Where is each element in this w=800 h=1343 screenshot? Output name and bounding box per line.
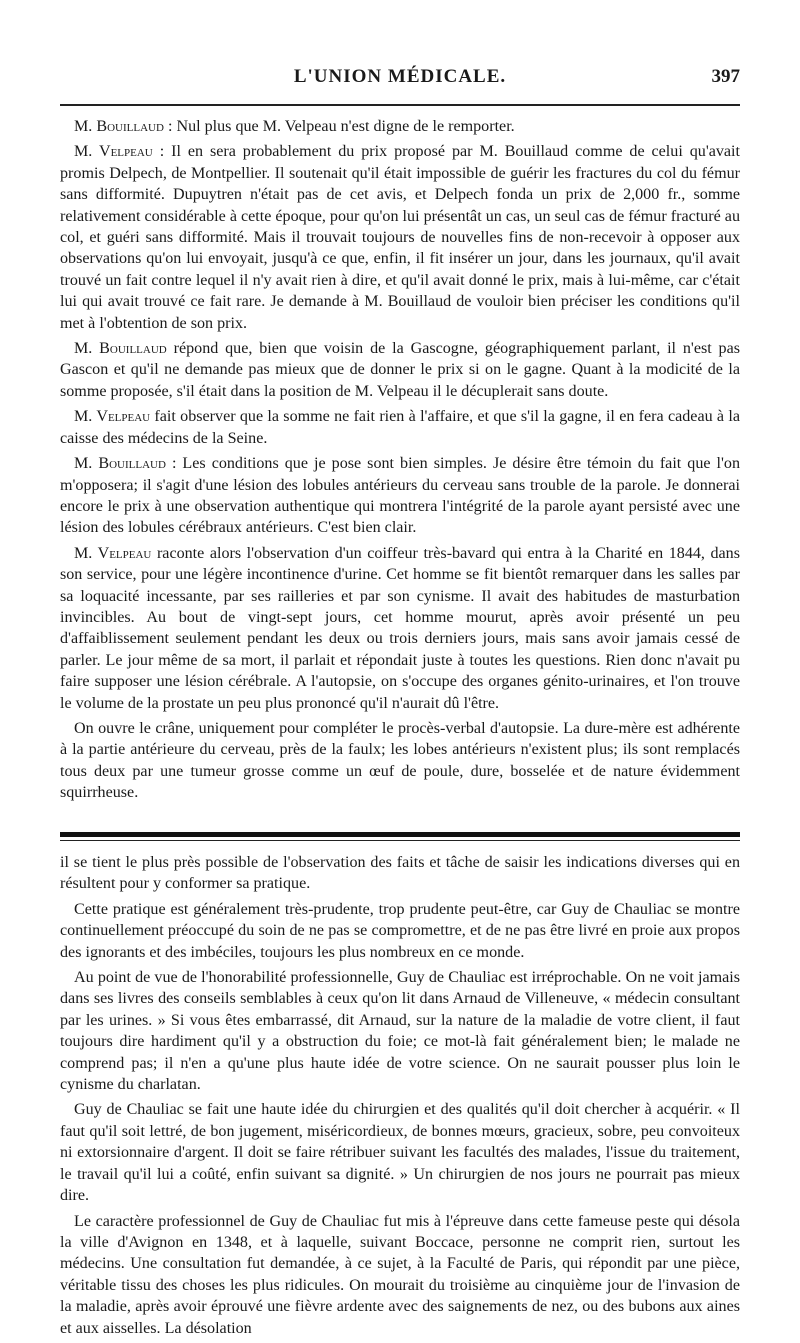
feuilleton-section bbox=[60, 852, 740, 1343]
feuilleton-paragraph: Le caractère professionnel de Guy de Chauliac fut mis à l'épreuve dans cette fameuse peste qui désola la ville d'Avignon en 1348, et à laquelle, suivant Boccace, personne ne comprit rien, surtout les médecins. Une consultation fut demandée, à ce sujet, à la Faculté de Paris, qui répondit par une pièce, véritable tissu des choses les plus ridicules. On mourait du troisième au cinquième jour de l'invasion de la maladie, après avoir éprouvé une fièvre ardente avec des saignements de nez, ou des bubons aux aines et aux aisselles. La désolation bbox=[60, 1212, 740, 1337]
discussion-paragraph bbox=[60, 338, 740, 402]
page-number: 397 bbox=[711, 66, 740, 87]
discussion-paragraph bbox=[60, 718, 740, 804]
discussion-paragraph bbox=[60, 453, 740, 539]
feuilleton-divider-bottom bbox=[60, 840, 740, 841]
paragraph-text: : Il en sera probablement du prix proposé par M. Bouillaud comme de celui qu'avait promis Delpech, de Montpellier. Il soutenait qu'il était impossible de guérir les fractures du col du fémur sans difformité. Dupuytren n'était pas de cet avis, et Delpech fonda un prix de 2,000 fr., somme relativement considérable à cette époque, pour qu'on lui présentât un cas, un seul cas de fémur fracturé au col, et guéri sans difformité. Mais il trouvait toujours de nouvelles fins de non-recevoir à opposer aux observations qu'on lui envoyait, jusqu'à ce que, enfin, il fit insérer un jour, dans les journaux, qu'il avait trouvé un fait contre lequel il n'y avait rien à dire, et qu'il avait donné le prix, mais à lui-même, car c'était lui qui avait trouvé ce fait rare. Je demande à M. Bouillaud de vouloir bien préciser les conditions qu'il met à l'obtention de son prix. bbox=[60, 143, 740, 332]
speaker-name: M. Velpeau bbox=[74, 408, 151, 426]
discussion-paragraph bbox=[60, 141, 740, 334]
feuilleton-divider-top bbox=[60, 832, 740, 837]
feuilleton-paragraph: Cette pratique est généralement très-prudente, trop prudente peut-être, car Guy de Chauliac se montre continuellement préoccupé du soin de ne pas se compromettre, et de ne pas être livré en proie aux propos des ignorants et des imbéciles, toujours les plus nombreux en ce monde. bbox=[60, 900, 740, 961]
feuilleton-paragraph: il se tient le plus près possible de l'observation des faits et tâche de saisir les indications diverses qui en résultent pour y conformer sa pratique. bbox=[60, 854, 740, 893]
speaker-name: M. Bouillaud bbox=[74, 340, 167, 358]
academy-discussion-section bbox=[60, 116, 740, 808]
discussion-paragraph bbox=[60, 406, 740, 449]
feuilleton-paragraph: Guy de Chauliac se fait une haute idée du chirurgien et des qualités qu'il doit chercher à acquérir. « Il faut qu'il soit lettré, de bon jugement, miséricordieux, de bonnes mœurs, gracieux, sobre, peu convoiteux ni extorsionnaire d'argent. Il doit se faire rétribuer suivant les facultés des malades, l'issue du traitement, le travail qu'il lui a coûté, enfin suivant sa dignité. » Un chirurgien de nos jours ne pourrait pas mieux dire. bbox=[60, 1101, 740, 1205]
running-title: L'UNION MÉDICALE. bbox=[293, 66, 507, 87]
speaker-name: M. Bouillaud bbox=[74, 118, 164, 135]
discussion-paragraph bbox=[60, 116, 740, 137]
paragraph-text: raconte alors l'observation d'un coiffeur très-bavard qui entra à la Charité en 1844, dans son service, pour une légère incontinence d'urine. Cet homme se fit bientôt remarquer dans les salles par sa loquacité incessante, par ses railleries et par son cynisme. Il avait des habitudes de masturbation invincibles. Au bout de vingt-sept jours, cet homme mourut, après avoir présenté un peu d'affaiblissement seulement pendant les deux ou trois derniers jours, mais sans avoir jamais cessé de parler. Le jour même de sa mort, il parlait et répondait juste à toutes les questions. Rien donc n'avait pu faire supposer une lésion cérébrale. A l'autopsie, on s'occupe des organes génito-urinaires, et l'on trouve le volume de la prostate un peu plus prononcé qu'il n'aurait dû l'être. bbox=[60, 544, 740, 712]
paragraph-text: fait observer que la somme ne fait rien à l'affaire, et que s'il la gagne, il en fera cadeau à la caisse des médecins de la Seine. bbox=[60, 408, 740, 447]
paragraph-text: : Les conditions que je pose sont bien simples. Je désire être témoin du fait que l'on m'opposera; il s'agit d'une lésion des lobules antérieurs du cerveau sans trouble de la parole. Je donnerai encore le prix à une observation authentique qui montrera l'intégrité de la parole ayant persisté avec une lésion des lobules cérébraux antérieurs. C'est bien clair. bbox=[60, 455, 741, 537]
speaker-name: M. Velpeau bbox=[74, 544, 152, 562]
speaker-name: M. Bouillaud bbox=[74, 455, 166, 473]
paragraph-text: répond que, bien que voisin de la Gascogne, géographiquement parlant, il n'est pas Gascon et qu'il ne demande pas mieux que de donner le prix si on le gagne. Quant à la modicité de la somme proposée, s'il était dans la position de M. Velpeau il le décuplerait sans doute. bbox=[60, 340, 740, 400]
page-header bbox=[60, 62, 740, 94]
feuilleton-paragraph: Au point de vue de l'honorabilité professionnelle, Guy de Chauliac est irréprochable. On ne voit jamais dans ses livres des conseils semblables à ceux qu'on lit dans Arnaud de Villeneuve, « médecin consultant par les urines. » Si vous êtes embarrassé, dit Arnaud, sur la nature de la maladie de votre client, il faut toujours dire hardiment qu'il y a obstruction du foie; ce mot-là fait généralement bien; le malade ne comprend pas; il n'en a qu'une plus haute idée de votre science. On ne saurait pousser plus loin le cynisme du charlatan. bbox=[60, 969, 740, 1094]
paragraph-text: On ouvre le crâne, uniquement pour compléter le procès-verbal d'autopsie. La dure-mère est adhérente à la partie antérieure du cerveau, près de la faulx; les lobes antérieurs n'existent plus; ils sont remplacés tous deux par une tumeur grosse comme un œuf de poule, dure, bosselée et de nature évidemment squirrheuse. bbox=[60, 719, 740, 802]
paragraph-text: : Nul plus que M. Velpeau n'est digne de le remporter. bbox=[163, 118, 515, 135]
header-rule bbox=[60, 104, 740, 106]
speaker-name: M. Velpeau bbox=[74, 143, 153, 161]
discussion-paragraph bbox=[60, 543, 740, 714]
